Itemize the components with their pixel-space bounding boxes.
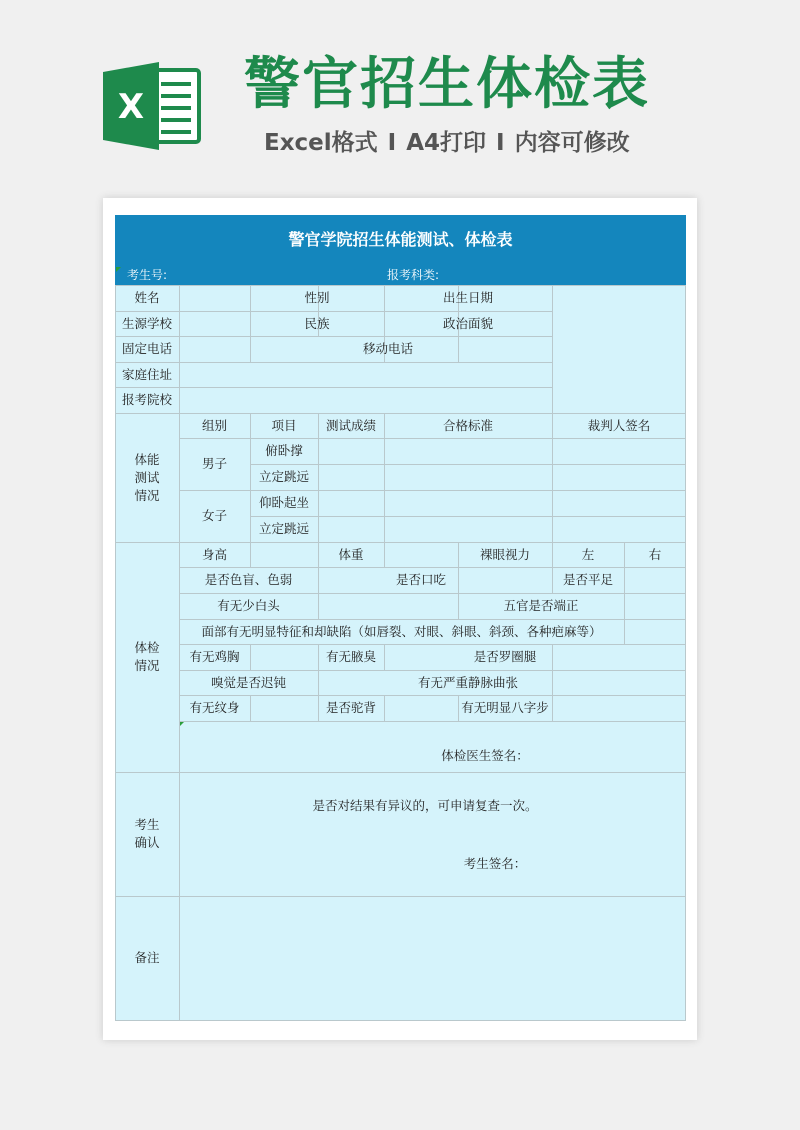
page-subtitle (264, 125, 630, 161)
varicose-label: 有无严重静脉曲张 (417, 674, 518, 690)
female-group: 女子 (201, 508, 227, 523)
confirm-section-label: 考生 确认 (134, 817, 160, 850)
pushup-item: 俯卧撑 (265, 443, 303, 458)
chicken-chest-label: 有无鸡胸 (189, 649, 240, 664)
excel-logo-icon (103, 62, 201, 150)
remark-section-label: 备注 (134, 950, 160, 965)
vision-left-label: 左 (581, 546, 595, 562)
group-header: 组别 (201, 417, 227, 433)
male-group: 男子 (201, 456, 227, 471)
male-jump-item: 立定跳远 (258, 469, 309, 484)
phone-label: 固定电话 (121, 341, 172, 356)
vision-right-label: 右 (648, 546, 662, 562)
female-jump-item: 立定跳远 (258, 521, 309, 536)
gender-label: 性别 (304, 290, 330, 305)
tattoo-label: 有无纹身 (189, 700, 240, 715)
major-label: 报考科类: (387, 268, 440, 282)
body-odor-label: 有无腋臭 (325, 649, 376, 664)
fitness-section-label: 体能 测试 情况 (134, 451, 160, 503)
bowlegs-label: 是否罗圈腿 (473, 649, 537, 664)
exam-number-label: 考生号: (127, 268, 168, 282)
ethnicity-label: 民族 (304, 315, 330, 331)
page-title: 警官招生体检表 (244, 52, 650, 117)
item-header: 项目 (271, 417, 297, 433)
confirm-text: 是否对结果有异议的，可申请复查一次。 (312, 798, 538, 813)
candidate-sign-label: 考生签名： (463, 856, 527, 871)
white-hair-label: 有无少白头 (217, 598, 280, 613)
subtitle-format: Excel格式 (264, 130, 378, 156)
birthdate-label: 出生日期 (442, 290, 493, 305)
subtitle-print: A4打印 (406, 130, 487, 156)
physical-section-label: 体检 情况 (134, 640, 160, 673)
colorblind-label: 是否色盲、色弱 (204, 572, 293, 587)
facial-label: 五官是否端正 (503, 598, 579, 613)
hunchback-label: 是否驼背 (325, 700, 376, 715)
weight-label: 体重 (338, 546, 364, 562)
school-label: 生源学校 (121, 315, 172, 331)
referee-header: 裁判人签名 (587, 417, 651, 433)
stutter-label: 是否口吃 (395, 572, 446, 587)
name-field[interactable] (250, 285, 318, 311)
score-header: 测试成绩 (325, 417, 376, 433)
vision-label: 裸眼视力 (479, 546, 530, 562)
height-label: 身高 (201, 546, 227, 562)
mobile-label: 移动电话 (362, 341, 413, 356)
name-label: 姓名 (134, 290, 160, 305)
situp-item: 仰卧起坐 (258, 495, 309, 510)
form-title: 警官学院招生体能测试、体检表 (288, 230, 513, 249)
smell-label: 嗅觉是否迟钝 (210, 674, 286, 690)
address-label: 家庭住址 (121, 366, 172, 382)
subtitle-separator: I (496, 130, 505, 156)
flatfoot-label: 是否平足 (562, 572, 613, 587)
subtitle-separator: I (387, 130, 397, 156)
form-sheet (115, 215, 686, 1021)
subtitle-editable: 内容可修改 (514, 130, 630, 156)
standard-header: 合格标准 (442, 417, 493, 433)
college-label: 报考院校 (121, 392, 172, 407)
face-defects-label: 面部有无明显特征和却缺陷（如唇裂、对眼、斜眼、斜颈、各种疤麻等） (201, 623, 602, 639)
splayfoot-label: 有无明显八字步 (461, 700, 549, 715)
political-label: 政治面貌 (442, 315, 493, 331)
doctor-sign-label: 体检医生签名： (441, 748, 529, 763)
logo-letter: X (117, 87, 145, 127)
